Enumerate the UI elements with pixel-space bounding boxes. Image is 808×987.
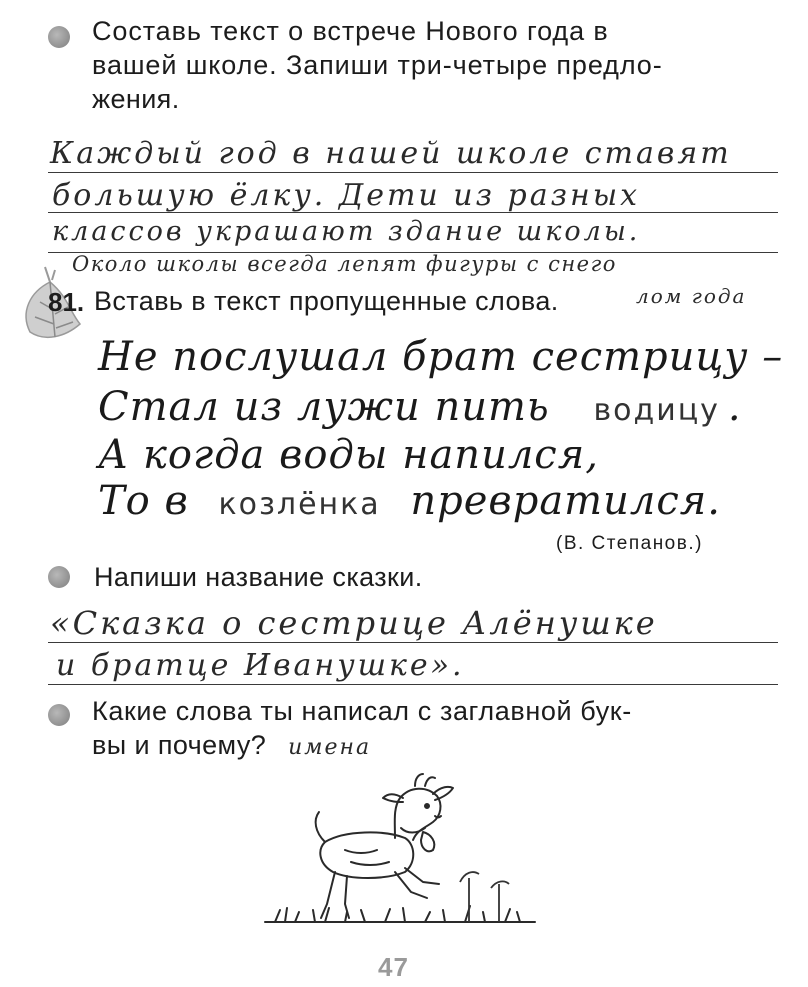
task-81-margin-note: лом года [636, 284, 747, 308]
task-3-prompt-line-2 [92, 728, 772, 765]
poem-line-4-start: То в [98, 478, 189, 524]
poem-line-2-fill: водицу [593, 393, 720, 428]
task-3-prompt-line-2-text: вы и почему? [92, 730, 267, 760]
task-1-prompt [92, 14, 752, 116]
page-number: 47 [378, 952, 409, 982]
task-1-prompt-line-3: жения. [92, 84, 180, 114]
task-2-answer-line-2: и братце Иванушке». [56, 648, 465, 683]
task-3-answer: имена [288, 735, 372, 760]
poem-author: (В. Степанов.) [556, 533, 703, 554]
task-2-answer-line-1: «Сказка о сестрице Алёнушке [50, 604, 658, 642]
bullet-task-1 [48, 26, 70, 48]
exercise-number: 81. [48, 287, 85, 317]
answer-line-4 [48, 642, 778, 643]
answer-line-5 [48, 684, 778, 685]
poem-line-4-end: превратился. [410, 478, 721, 524]
task-1-answer-line-2: большую ёлку. Дети из разных [52, 178, 641, 213]
answer-line-1 [48, 172, 778, 173]
poem-line-2-start: Стал из лужи пить [98, 384, 550, 430]
poem-line-2 [98, 384, 742, 430]
task-81-prompt: Вставь в текст пропущенные слова. [94, 286, 559, 316]
goat-illustration [255, 772, 545, 932]
task-1-prompt-line-1: Составь текст о встрече Нового года в [92, 16, 609, 46]
task-3-prompt [92, 694, 772, 765]
poem-line-3: А когда воды напился, [98, 432, 599, 478]
task-1-prompt-line-2: вашей школе. Запиши три-четыре предло- [92, 50, 663, 80]
bullet-task-3 [48, 704, 70, 726]
task-3-prompt-line-1: Какие слова ты написал с заглавной бук- [92, 696, 632, 726]
task-2-prompt: Напиши название сказки. [94, 562, 423, 592]
poem-line-2-end: . [727, 384, 742, 430]
bullet-task-2 [48, 566, 70, 588]
task-1-answer-line-3: классов украшают здание школы. [52, 216, 641, 247]
task-1-answer-line-1: Каждый год в нашей школе ставят [50, 136, 732, 171]
poem-line-4-fill: козлёнка [218, 487, 381, 522]
task-1-answer-line-4: Около школы всегда лепят фигуры с снего [72, 252, 617, 276]
poem-line-4 [98, 478, 721, 524]
poem-line-1: Не послушал брат сестрицу – [98, 334, 784, 380]
